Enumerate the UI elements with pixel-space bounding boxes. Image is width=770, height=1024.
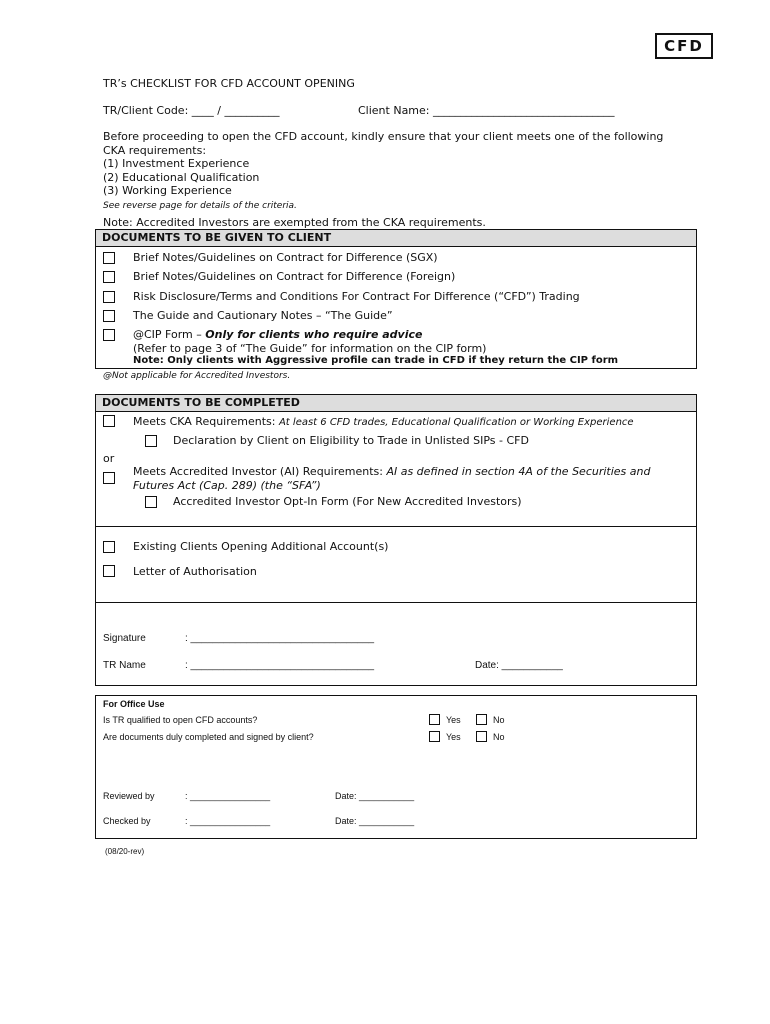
reviewed-date-field[interactable]: Date: ___________	[335, 791, 415, 801]
checkbox-guide[interactable]	[103, 310, 115, 322]
requirement-2: (2) Educational Qualification	[103, 171, 260, 184]
checkbox-q1-yes[interactable]	[429, 714, 440, 725]
tr-date-field[interactable]: Date: ___________	[475, 660, 563, 671]
checkbox-existing-clients[interactable]	[103, 541, 115, 553]
item-brief-notes-foreign: Brief Notes/Guidelines on Contract for Difference (Foreign)	[133, 270, 456, 283]
ai-definition-2: Futures Act (Cap. 289) (the “SFA”)	[133, 479, 321, 492]
item-cka-requirements	[133, 415, 634, 428]
checked-date-field[interactable]: Date: ___________	[335, 816, 415, 826]
client-name-field[interactable]: Client Name: _________________________________	[358, 104, 615, 117]
tr-name-label: TR Name	[103, 660, 146, 671]
requirement-3: (3) Working Experience	[103, 184, 232, 197]
checkbox-accredited-investor[interactable]	[103, 472, 115, 484]
checked-by-field[interactable]: : ________________	[185, 816, 271, 826]
checkbox-brief-notes-foreign[interactable]	[103, 271, 115, 283]
item-cip-form	[133, 328, 422, 341]
office-q1: Is TR qualified to open CFD accounts?	[103, 715, 258, 725]
section-header-completed: DOCUMENTS TO BE COMPLETED	[95, 394, 697, 412]
ai-definition-1: AI as defined in section 4A of the Securities and	[386, 465, 651, 478]
reviewed-by-label: Reviewed by	[103, 791, 155, 801]
ai-exempt-note: Note: Accredited Investors are exempted from the CKA requirements.	[103, 216, 486, 229]
checkbox-declaration[interactable]	[145, 435, 157, 447]
office-use-header: For Office Use	[103, 699, 165, 709]
signature-field[interactable]: : _________________________________	[185, 633, 375, 644]
cip-form-prefix: @CIP Form –	[133, 328, 206, 341]
q2-no-label: No	[493, 732, 505, 742]
cip-aggressive-note: Note: Only clients with Aggressive profile can trade in CFD if they return the CIP form	[133, 355, 619, 366]
signature-label: Signature	[103, 633, 146, 644]
see-reverse-note: See reverse page for details of the criteria.	[103, 201, 297, 211]
checkbox-cka-requirements[interactable]	[103, 415, 115, 427]
requirement-1: (1) Investment Experience	[103, 157, 250, 170]
item-brief-notes-sgx: Brief Notes/Guidelines on Contract for Difference (SGX)	[133, 251, 438, 264]
checked-by-label: Checked by	[103, 816, 151, 826]
item-declaration: Declaration by Client on Eligibility to Trade in Unlisted SIPs - CFD	[173, 434, 529, 447]
checkbox-q1-no[interactable]	[476, 714, 487, 725]
item-letter-authorisation: Letter of Authorisation	[133, 565, 257, 578]
checkbox-letter-authorisation[interactable]	[103, 565, 115, 577]
item-ai-optin: Accredited Investor Opt-In Form (For New Accredited Investors)	[173, 495, 522, 508]
item-accredited-investor	[133, 465, 650, 478]
q1-yes-label: Yes	[446, 715, 461, 725]
item-guide: The Guide and Cautionary Notes – “The Guide”	[133, 309, 393, 322]
cip-form-advice-note: Only for clients who require advice	[205, 328, 423, 341]
q2-yes-label: Yes	[446, 732, 461, 742]
checkbox-q2-no[interactable]	[476, 731, 487, 742]
cip-refer-note: (Refer to page 3 of “The Guide” for information on the CIP form)	[133, 342, 487, 355]
checkbox-q2-yes[interactable]	[429, 731, 440, 742]
checkbox-ai-optin[interactable]	[145, 496, 157, 508]
cka-criteria: At least 6 CFD trades, Educational Qualification or Working Experience	[278, 417, 634, 428]
accredited-footnote: @Not applicable for Accredited Investors.	[103, 371, 291, 381]
ai-label: Meets Accredited Investor (AI) Requirements:	[133, 465, 387, 478]
office-q2: Are documents duly completed and signed by client?	[103, 732, 314, 742]
checkbox-brief-notes-sgx[interactable]	[103, 252, 115, 264]
intro-line-1: Before proceeding to open the CFD account, kindly ensure that your client meets one of the following	[103, 130, 664, 143]
form-tag: CFD	[655, 33, 713, 59]
item-risk-disclosure: Risk Disclosure/Terms and Conditions For Contract For Difference (“CFD”) Trading	[133, 290, 580, 303]
cka-label: Meets CKA Requirements:	[133, 415, 279, 428]
item-existing-clients: Existing Clients Opening Additional Account(s)	[133, 540, 389, 553]
page-title: TR’s CHECKLIST FOR CFD ACCOUNT OPENING	[103, 77, 355, 90]
or-separator: or	[103, 452, 115, 465]
client-code-field[interactable]: TR/Client Code: ____ / __________	[103, 104, 280, 117]
section-header-given: DOCUMENTS TO BE GIVEN TO CLIENT	[95, 229, 697, 247]
reviewed-by-field[interactable]: : ________________	[185, 791, 271, 801]
q1-no-label: No	[493, 715, 505, 725]
checkbox-risk-disclosure[interactable]	[103, 291, 115, 303]
revision-code: (08/20-rev)	[105, 847, 145, 856]
checkbox-cip-form[interactable]	[103, 329, 115, 341]
tr-name-field[interactable]: : _________________________________	[185, 660, 375, 671]
intro-line-2: CKA requirements:	[103, 144, 207, 157]
